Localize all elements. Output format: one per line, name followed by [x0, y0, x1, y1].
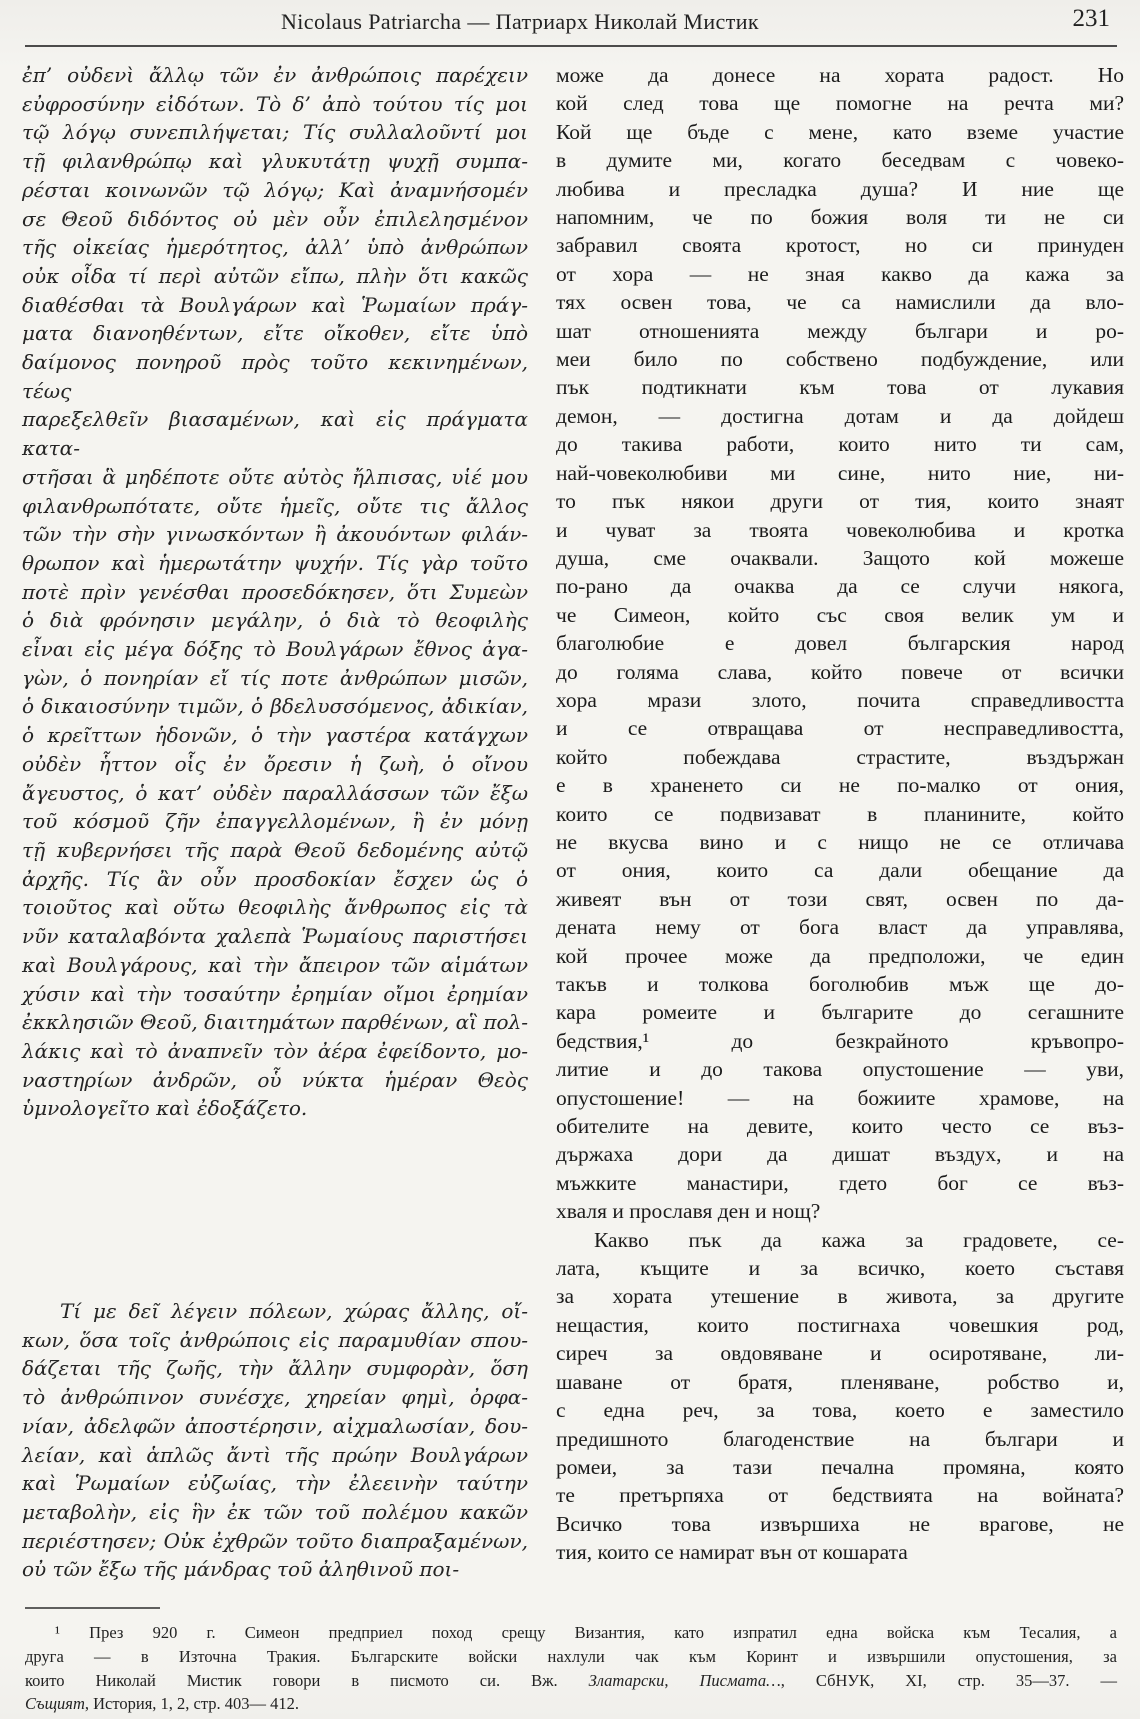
footnote-text: , СбНУК, XI, стр. 35—37. — — [780, 1670, 1117, 1690]
text-line: хора мрази злото, почита справедливостта — [556, 687, 1124, 712]
text-line: и се отвращава от несправедливостта, — [556, 716, 1124, 741]
paragraph-bulgarian — [556, 61, 1124, 1226]
text-line: може да донесе на хората радост. Но — [556, 63, 1124, 87]
text-line: пък подтикнати към това от лукавия — [556, 375, 1124, 400]
text-line: καὶ Βουλγάρους, καὶ τὴν ἄπειρον τῶν αἱμάτων — [22, 952, 528, 977]
text-line: най-човеколюбиви ми сине, нито ние, ни- — [556, 460, 1124, 485]
text-line: χύσιν καὶ τὴν τοσαύτην ἐρημίαν οἴμοι ἐρημίαν — [22, 981, 528, 1006]
text-line: Какво пък да кажа за градовете, се- — [594, 1227, 1124, 1252]
text-line: напомним, че по божия воля ти не си — [556, 205, 1124, 230]
text-line: хваля и прославя ден и нощ? — [556, 1199, 821, 1224]
footnote-text: друга — в Източна Тракия. Българските войски нахлули чак към Коринт и извършили опустошения, за — [25, 1646, 1117, 1666]
text-line: мъжките манастири, гдето бог се въз- — [556, 1170, 1124, 1195]
text-line: бедствия,¹ до безкрайното кръвопро- — [556, 1028, 1124, 1053]
text-line: θρωπον καὶ ἡμερωτάτην ψυχήν. Τίς γὰρ τοῦτο — [22, 550, 528, 575]
text-line: ἐκκλησιῶν Θεοῦ, διαιτημάτων παρθένων, αἳ πολ- — [22, 1010, 528, 1035]
text-line: οὐκ οἶδα τί περὶ αὐτῶν εἴπω, πλὴν ὅτι κακῶς — [22, 263, 528, 288]
text-line: до такива работи, които нито ти сам, — [556, 432, 1124, 457]
footnote-text: ¹ През 920 г. Симеон предприел поход срещу Византия, като изпратил една войска към Тесалия, а — [55, 1623, 1117, 1642]
text-line: тия, които се намират вън от кошарата — [556, 1540, 908, 1565]
text-line: σε Θεοῦ διδόντος οὐ μὲν οὖν ἐπιλελησμένον — [22, 206, 528, 231]
text-line: обителите на девите, които често се въз- — [556, 1114, 1124, 1139]
text-line: предишното благоденствие на българи и — [556, 1426, 1124, 1451]
text-line: κων, ὅσα τοῖς ἀνθρώποις εἰς παραμυθίαν σπου- — [22, 1327, 528, 1352]
text-line: εὐφροσύνην εἰδότων. Τὸ δ’ ἀπὸ τούτου τίς μοι — [22, 91, 528, 116]
text-line: с една реч, за това, което е заместило — [556, 1398, 1124, 1423]
paragraph-greek — [22, 1297, 528, 1584]
text-line: Кой ще бъде с мене, като вземе участие — [556, 119, 1124, 144]
left-column — [22, 61, 528, 1584]
text-line: душа, сме очаквали. Защото кой можеше — [556, 545, 1124, 570]
text-line: не вкусва вино и с нищо не се отличава — [556, 829, 1124, 854]
text-line: τὸ ἀνθρώπινον συνέσχε, χηρείαν φημὶ, ὀρφα- — [22, 1385, 528, 1410]
text-line: δαίμονος πονηροῦ πρὸς τοῦτο κεκινημένων, τέως — [22, 350, 528, 403]
text-line: които се подвизават в планините, който — [556, 801, 1124, 826]
text-line: до голяма слава, който повече от всички — [556, 659, 1124, 684]
text-line: литие и до такова опустошение — уви, — [556, 1057, 1124, 1082]
text-line: νῦν καταλαβόντα χαλεπὰ Ῥωμαίους παριστήσει — [22, 924, 528, 949]
text-line: λάκις καὶ τὸ ἀναπνεῖν τὸν ἀέρα ἐφείδοντο, μο- — [22, 1038, 528, 1063]
text-line: любива и пресладка душа? И ние ще — [556, 176, 1124, 201]
text-line: εἶναι εἰς μέγα δόξης τὸ Βουλγάρων ἔθνος ἀγα- — [22, 637, 528, 662]
text-line: ρέσται κοινωνῶν τῷ λόγῳ; Καὶ ἀναμνήσομέν — [22, 177, 528, 202]
text-line: ἄγευστος, ὁ κατ’ οὐδὲν παραλλάσσων τῶν ἔξω — [22, 780, 528, 805]
footnote-separator-rule — [25, 1607, 160, 1609]
right-column — [556, 61, 1124, 1567]
text-line: τοιοῦτος καὶ οὕτω θεοφιλὴς ἄνθρωπος εἰς τὰ — [22, 895, 528, 920]
footnote-line — [25, 1621, 1117, 1645]
text-line: от хора — не зная какво да кажа за — [556, 261, 1124, 286]
text-line: τῇ κυβερνήσει τῆς παρὰ Θεοῦ δεδομένης αὐτῷ — [22, 837, 528, 862]
text-line: кой след това ще помогне на речта ми? — [556, 91, 1124, 116]
text-line: καὶ Ῥωμαίων εὐζωίας, τὴν ἐλεεινὴν ταύτην — [22, 1471, 528, 1496]
text-line: τῷ λόγῳ συνεπιλήψεται; Τίς συλλαλοῦντί μοι — [22, 120, 528, 145]
text-line: Всичко това извършиха не врагове, не — [556, 1511, 1124, 1536]
text-line: благолюбие е довел българския народ — [556, 631, 1124, 656]
text-line: тях освен това, че са намислили да вло- — [556, 290, 1124, 315]
text-line: по-рано да очаква да се случи някога, — [556, 574, 1124, 599]
text-line: παρεξελθεῖν βιασαμένων, καὶ εἰς πράγματα κατα- — [22, 407, 528, 461]
text-line: който побеждава страстите, въздържан — [556, 744, 1124, 769]
footnote-text: , История, 1, 2, стр. 403— 412. — [84, 1694, 300, 1714]
footnote-citation-italic: Писмата… — [699, 1670, 781, 1690]
text-line: οὐδὲν ἧττον οἷς ἐν ὄρεσιν ἡ ζωὴ, ὁ οἴνου — [22, 751, 528, 776]
text-line: φιλανθρωπότατε, οὔτε ἡμεῖς, οὔτε τις ἄλλος — [22, 493, 528, 518]
paragraph-bulgarian — [556, 1226, 1124, 1567]
text-line: кой прочее може да предположи, че един — [556, 943, 1124, 968]
footnote-line — [25, 1692, 1117, 1716]
text-line: такъв и толкова боголюбив мъж ще до- — [556, 972, 1124, 996]
text-line: меи било по собствено подбуждение, или — [556, 347, 1124, 372]
page-number: 231 — [1072, 5, 1110, 32]
text-line: διαθέσθαι τὰ Βουλγάρων καὶ Ῥωμαίων πράγ- — [22, 292, 528, 317]
footnote-line — [25, 1645, 1117, 1669]
text-line: демон, — достигна дотам и да дойдеш — [556, 403, 1124, 428]
text-line: в думите ми, когато беседвам с човеко- — [556, 148, 1124, 173]
text-line: за хората утешение в живота, за другите — [556, 1284, 1124, 1309]
footnote-line — [25, 1669, 1117, 1693]
text-line: ματα διανοηθέντων, εἴτε οἴκοθεν, εἴτε ὑπὸ — [22, 321, 528, 346]
text-line: γὼν, ὁ πονηρίαν εἴ τίς ποτε ἀνθρώπων μισῶν, — [22, 665, 528, 690]
text-line: τοῦ κόσμοῦ ζῆν ἐπαγγελλομένων, ἢ ἐν μόνῃ — [22, 809, 528, 834]
text-line: τῆς οἰκείας ἡμερότητος, ἀλλ’ ὑπὸ ἀνθρώπων — [22, 235, 528, 260]
text-line: νίαν, ἀδελφῶν ἀποστέρησιν, αἰχμαλωσίαν, δου- — [22, 1413, 528, 1438]
text-line: лата, къщите и за всичко, което съставя — [556, 1256, 1124, 1281]
text-line: е в храненето си не по-малко от ония, — [556, 773, 1124, 798]
text-line: τῇ φιλανθρώπῳ καὶ γλυκυτάτῃ ψυχῇ συμπα- — [22, 149, 528, 174]
text-line: ὁ διὰ φρόνησιν μεγάλην, ὁ διὰ τὸ θεοφιλὴς — [22, 608, 528, 633]
text-line: те претърпяха от бедствията на войната? — [556, 1483, 1124, 1508]
text-line: στῆσαι ἃ μηδέποτε οὔτε αὐτὸς ἤλπισας, υἱέ μου — [22, 464, 528, 489]
text-line: ποτὲ πρὶν γενέσθαι προσεδόκησεν, ὅτι Συμεὼν — [22, 579, 528, 604]
footnote-text: , — [664, 1670, 700, 1690]
running-header-title: Nicolaus Patriarcha — Патриарх Николай Мистик — [280, 9, 759, 34]
text-line: дената нему от бога власт да управлява, — [556, 915, 1124, 940]
text-line: сиреч за овдовяване и осиротяване, ли- — [556, 1341, 1124, 1366]
text-line: от ония, които са дали обещание да — [556, 858, 1124, 883]
text-line: περιέστησεν; Οὐκ ἐχθρῶν τοῦτο διαπραξαμένων, — [22, 1528, 528, 1553]
footnote — [25, 1621, 1117, 1716]
text-line: ἀρχῆς. Τίς ἂν οὖν προσδοκίαν ἔσχεν ὡς ὁ — [22, 866, 528, 891]
text-line: че Симеон, който със своя велик ум и — [556, 602, 1124, 627]
text-line: държаха дори да дишат въздух, и на — [556, 1142, 1124, 1167]
text-line: οὐ τῶν ἔξω τῆς μάνδρας τοῦ ἀληθινοῦ ποι- — [22, 1557, 460, 1582]
text-line: δάζεται τῆς ζωῆς, τὴν ἄλλην συμφορὰν, ὅση — [22, 1356, 528, 1381]
text-line: ὁ κρεῖττων ἡδονῶν, ὁ τὴν γαστέρα κατάγχων — [22, 723, 528, 748]
text-line: шат отношенията между българи и ро- — [556, 318, 1124, 343]
text-line: ромеи, за тази печална промяна, която — [556, 1454, 1124, 1479]
footnote-citation-italic: Същият — [25, 1694, 85, 1714]
text-line: то пък някои други от тия, които знаят — [556, 489, 1124, 514]
text-line: шаване от братя, пленяване, робство и, — [556, 1369, 1124, 1394]
text-line: забравил своята кротост, но си принуден — [556, 233, 1124, 258]
footnote-text: които Николай Мистик говори в писмото си. Вж. — [25, 1670, 589, 1690]
header-rule — [25, 45, 1117, 47]
text-line: μεταβολὴν, εἰς ἣν ἐκ τῶν τοῦ πολέμου κακῶν — [22, 1499, 528, 1524]
text-line: нещастия, които постигнаха човешкия род, — [556, 1312, 1124, 1337]
text-line: Τί με δεῖ λέγειν πόλεων, χώρας ἄλλης, οἴ- — [60, 1299, 528, 1324]
text-line: опустошение! — на божиите храмове, на — [556, 1085, 1124, 1110]
text-line: ὁ δικαιοσύνην τιμῶν, ὁ βδελυσσόμενος, ἀδικίαν, — [22, 694, 528, 719]
text-line: λείαν, καὶ ἁπλῶς ἄντὶ τῆς πρώην Βουλγάρων — [22, 1442, 528, 1467]
text-line: ναστηρίων ἀνδρῶν, οὗ νύκτα ἡμέραν Θεὸς — [22, 1067, 528, 1092]
text-line: живеят вън от този свят, освен по да- — [556, 886, 1124, 911]
text-line: и чуват за твоята човеколюбива и кротка — [556, 517, 1124, 542]
text-line: ὑμνολογεῖτο καὶ ἐδοξάζετο. — [22, 1096, 308, 1121]
text-line: кара ромеите и българите до сегашните — [556, 1000, 1124, 1025]
text-line: τῶν τὴν σὴν γινωσκόντων ἢ ἀκουόντων φιλάν- — [22, 522, 528, 547]
footnote-citation-italic: Златарски — [588, 1670, 665, 1690]
paragraph-greek — [22, 61, 528, 1123]
text-line: ἐπ’ οὐδενὶ ἄλλῳ τῶν ἐν ἀνθρώποις παρέχειν — [22, 63, 528, 87]
